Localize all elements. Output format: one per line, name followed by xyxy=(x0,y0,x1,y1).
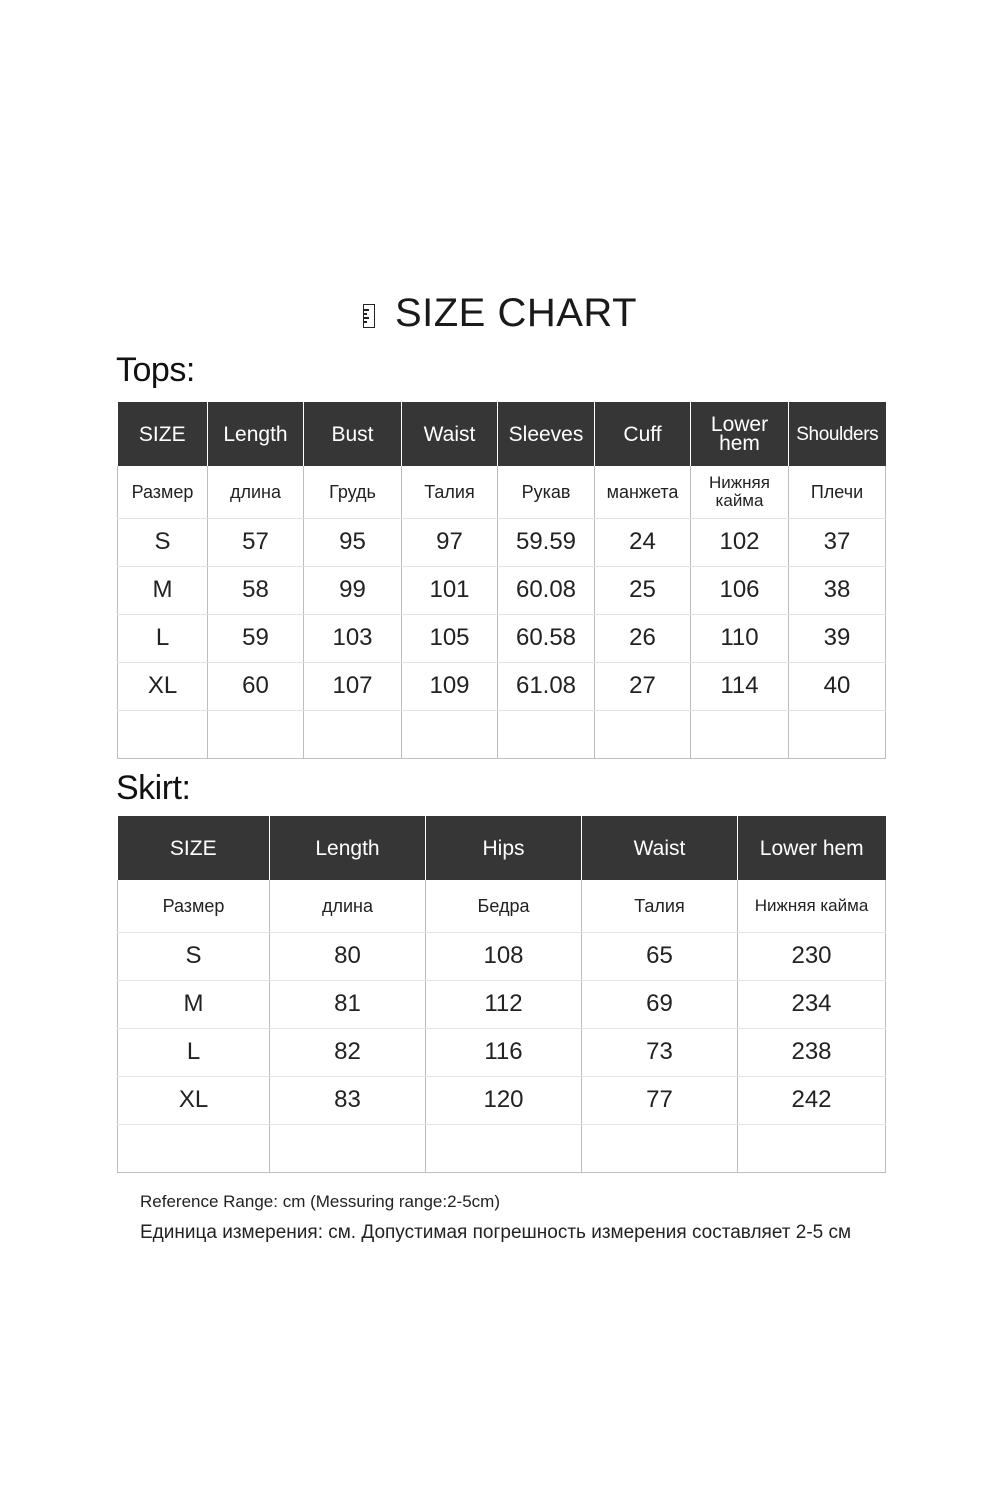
skirt-cell-size: S xyxy=(118,932,270,980)
tops-header-waist: Waist xyxy=(402,402,498,466)
skirt-cell-lower-hem: 230 xyxy=(738,932,886,980)
tops-empty-row xyxy=(118,710,886,758)
tops-header-row xyxy=(118,402,886,466)
tops-translation-shoulders: Плечи xyxy=(789,466,886,518)
tops-row-m xyxy=(118,566,886,614)
tops-header-size: SIZE xyxy=(118,402,208,466)
tops-translation-row xyxy=(118,466,886,518)
skirt-header-lower-hem: Lower hem xyxy=(738,816,886,880)
skirt-cell-hips: 108 xyxy=(426,932,582,980)
tops-row-s xyxy=(118,518,886,566)
tops-cell-cuff: 26 xyxy=(595,614,691,662)
tops-cell-cuff: 27 xyxy=(595,662,691,710)
skirt-cell-lower-hem: 234 xyxy=(738,980,886,1028)
skirt-cell-hips: 116 xyxy=(426,1028,582,1076)
tops-row-l xyxy=(118,614,886,662)
skirt-cell-size: XL xyxy=(118,1076,270,1124)
skirt-cell-length: 80 xyxy=(270,932,426,980)
tops-cell-waist: 101 xyxy=(402,566,498,614)
skirt-header-length: Length xyxy=(270,816,426,880)
skirt-cell-hips: 112 xyxy=(426,980,582,1028)
measurement-note-ru: Единица измерения: см. Допустимая погрешность измерения составляет 2-5 см xyxy=(140,1222,852,1243)
skirt-translation-row xyxy=(118,880,886,932)
tops-cell-size: S xyxy=(118,518,208,566)
tops-header-lower-hem: Lower hem xyxy=(691,402,789,466)
tops-row-xl xyxy=(118,662,886,710)
skirt-empty-row xyxy=(118,1124,886,1172)
tops-section-title: Tops: xyxy=(116,351,195,389)
tops-cell-waist: 97 xyxy=(402,518,498,566)
tops-cell-sleeves: 60.58 xyxy=(498,614,595,662)
tops-empty-cell xyxy=(208,710,304,758)
reference-range-note: Reference Range: cm (Messuring range:2-5cm) xyxy=(140,1192,500,1211)
skirt-translation-hips: Бедра xyxy=(426,880,582,932)
tops-size-table xyxy=(117,402,886,759)
tops-cell-cuff: 25 xyxy=(595,566,691,614)
skirt-cell-hips: 120 xyxy=(426,1076,582,1124)
tops-cell-size: M xyxy=(118,566,208,614)
tops-empty-cell xyxy=(304,710,402,758)
tops-cell-shoulders: 37 xyxy=(789,518,886,566)
skirt-row-xl xyxy=(118,1076,886,1124)
skirt-row-l xyxy=(118,1028,886,1076)
tops-cell-shoulders: 39 xyxy=(789,614,886,662)
skirt-cell-size: M xyxy=(118,980,270,1028)
tops-cell-size: L xyxy=(118,614,208,662)
tops-cell-bust: 103 xyxy=(304,614,402,662)
ruler-icon xyxy=(363,304,375,328)
tops-translation-length: длина xyxy=(208,466,304,518)
skirt-header-row xyxy=(118,816,886,880)
tops-cell-sleeves: 59.59 xyxy=(498,518,595,566)
tops-cell-lower-hem: 106 xyxy=(691,566,789,614)
skirt-row-m xyxy=(118,980,886,1028)
page-title-text: SIZE CHART xyxy=(394,291,638,335)
skirt-empty-cell xyxy=(738,1124,886,1172)
skirt-cell-length: 83 xyxy=(270,1076,426,1124)
tops-cell-lower-hem: 102 xyxy=(691,518,789,566)
tops-cell-lower-hem: 110 xyxy=(691,614,789,662)
skirt-row-s xyxy=(118,932,886,980)
skirt-translation-waist: Талия xyxy=(582,880,738,932)
skirt-header-hips: Hips xyxy=(426,816,582,880)
skirt-empty-cell xyxy=(270,1124,426,1172)
tops-empty-cell xyxy=(402,710,498,758)
tops-cell-shoulders: 40 xyxy=(789,662,886,710)
page-title xyxy=(0,289,1000,337)
skirt-cell-lower-hem: 242 xyxy=(738,1076,886,1124)
tops-cell-cuff: 24 xyxy=(595,518,691,566)
tops-cell-length: 59 xyxy=(208,614,304,662)
skirt-cell-waist: 65 xyxy=(582,932,738,980)
tops-translation-bust: Грудь xyxy=(304,466,402,518)
tops-empty-cell xyxy=(789,710,886,758)
skirt-cell-length: 81 xyxy=(270,980,426,1028)
skirt-cell-lower-hem: 238 xyxy=(738,1028,886,1076)
tops-cell-size: XL xyxy=(118,662,208,710)
tops-cell-length: 58 xyxy=(208,566,304,614)
tops-cell-length: 60 xyxy=(208,662,304,710)
tops-translation-size: Размер xyxy=(118,466,208,518)
skirt-empty-cell xyxy=(426,1124,582,1172)
tops-cell-length: 57 xyxy=(208,518,304,566)
skirt-cell-waist: 77 xyxy=(582,1076,738,1124)
tops-translation-cuff: манжета xyxy=(595,466,691,518)
skirt-empty-cell xyxy=(582,1124,738,1172)
tops-empty-cell xyxy=(498,710,595,758)
skirt-section-title: Skirt: xyxy=(116,769,191,807)
tops-cell-bust: 95 xyxy=(304,518,402,566)
tops-cell-waist: 105 xyxy=(402,614,498,662)
skirt-header-size: SIZE xyxy=(118,816,270,880)
tops-cell-bust: 99 xyxy=(304,566,402,614)
tops-cell-lower-hem: 114 xyxy=(691,662,789,710)
tops-header-length: Length xyxy=(208,402,304,466)
skirt-cell-waist: 73 xyxy=(582,1028,738,1076)
tops-cell-shoulders: 38 xyxy=(789,566,886,614)
skirt-size-table xyxy=(117,816,886,1173)
skirt-cell-waist: 69 xyxy=(582,980,738,1028)
tops-empty-cell xyxy=(595,710,691,758)
tops-cell-bust: 107 xyxy=(304,662,402,710)
tops-empty-cell xyxy=(691,710,789,758)
tops-translation-sleeves: Рукав xyxy=(498,466,595,518)
skirt-translation-length: длина xyxy=(270,880,426,932)
skirt-cell-length: 82 xyxy=(270,1028,426,1076)
skirt-translation-lower-hem: Нижняя кайма xyxy=(738,880,886,932)
skirt-empty-cell xyxy=(118,1124,270,1172)
tops-cell-waist: 109 xyxy=(402,662,498,710)
tops-cell-sleeves: 61.08 xyxy=(498,662,595,710)
tops-header-cuff: Cuff xyxy=(595,402,691,466)
tops-empty-cell xyxy=(118,710,208,758)
tops-cell-sleeves: 60.08 xyxy=(498,566,595,614)
tops-translation-waist: Талия xyxy=(402,466,498,518)
tops-header-shoulders: Shoulders xyxy=(789,402,886,466)
tops-header-sleeves: Sleeves xyxy=(498,402,595,466)
tops-translation-lower-hem: Нижняя кайма xyxy=(691,466,789,518)
skirt-cell-size: L xyxy=(118,1028,270,1076)
tops-header-bust: Bust xyxy=(304,402,402,466)
skirt-header-waist: Waist xyxy=(582,816,738,880)
skirt-translation-size: Размер xyxy=(118,880,270,932)
